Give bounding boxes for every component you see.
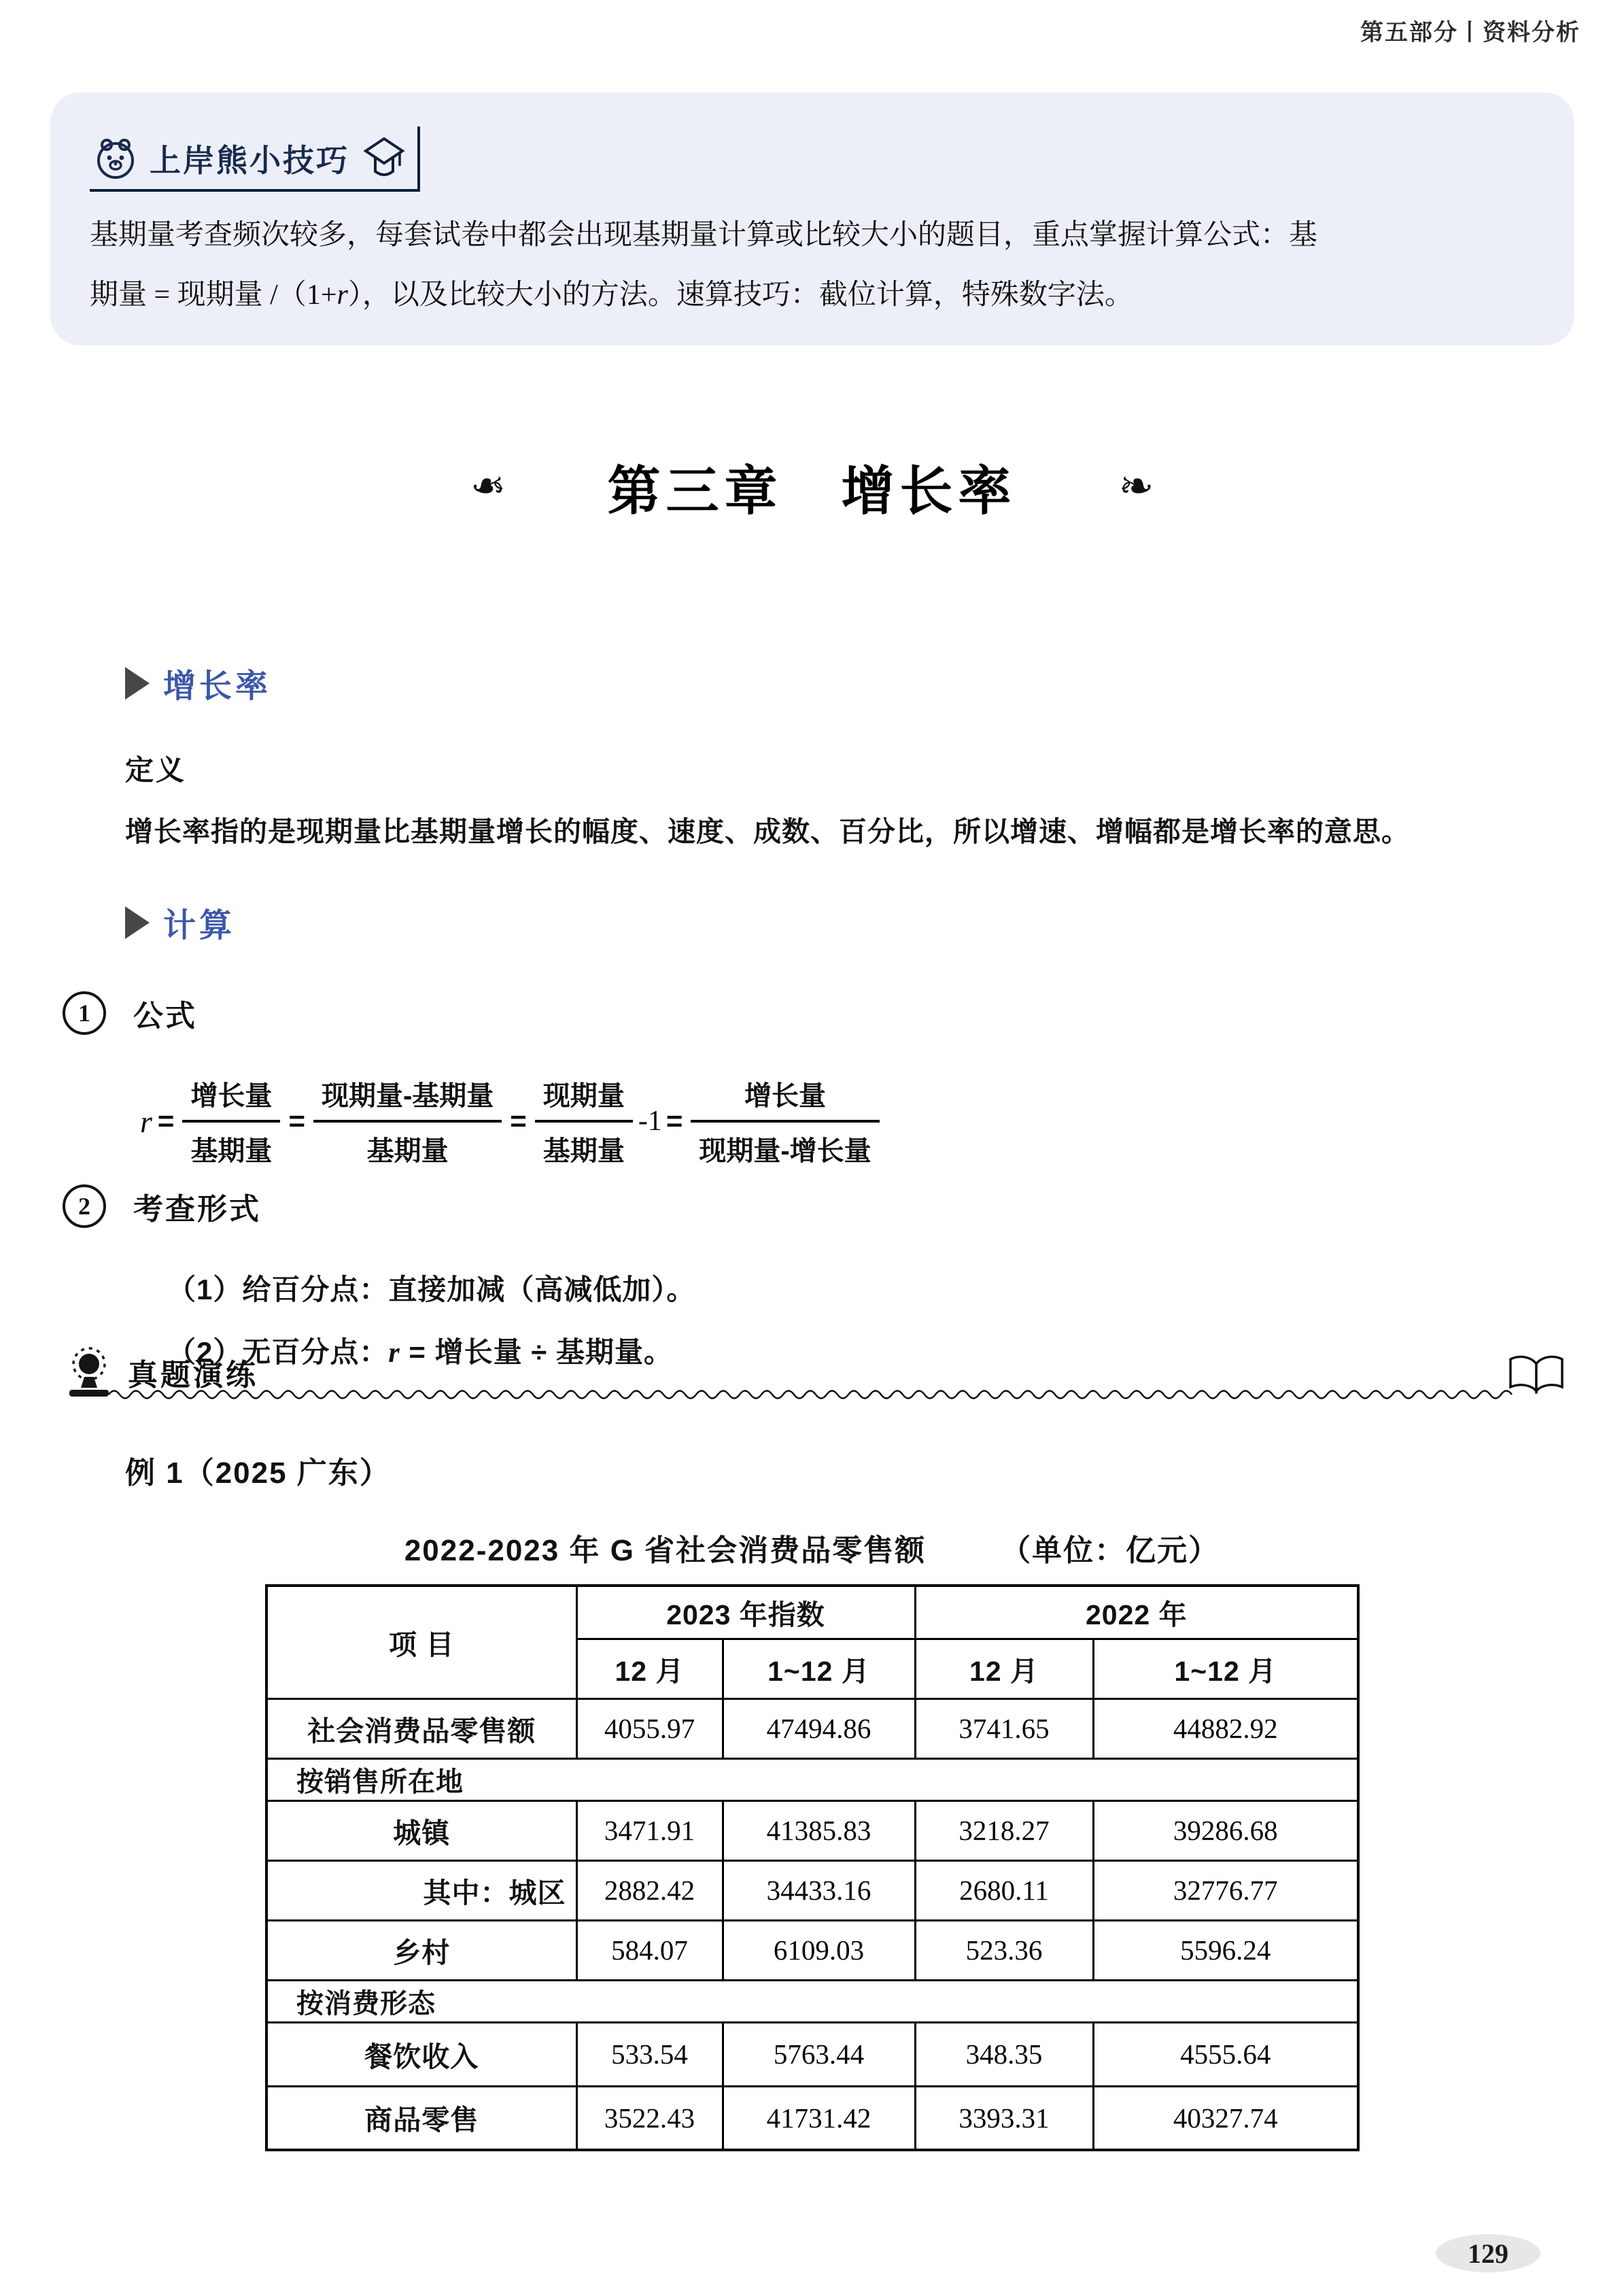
equals-sign: =: [157, 1105, 175, 1137]
table-subheader: 1~12 月: [723, 1639, 915, 1698]
cell-value: 348.35: [915, 2022, 1093, 2086]
section-calculation: [125, 899, 235, 946]
practice-label: 真题演练: [128, 1358, 258, 1392]
growth-rate-formula: [140, 1074, 884, 1168]
tip-box-tab: [90, 132, 420, 192]
cell-value: 4055.97: [576, 1698, 723, 1758]
item-formula: [63, 991, 197, 1035]
tip-box: [50, 92, 1574, 345]
cell-value: 5763.44: [723, 2022, 915, 2086]
fraction-denominator: 基期量: [366, 1136, 449, 1166]
practice-divider: [64, 1349, 1568, 1410]
section-label: 按销售所在地: [266, 1758, 1358, 1800]
table-row-urban: [266, 1800, 1358, 1860]
table-section-row: [266, 1980, 1358, 2022]
fraction-denominator: 现期量-增长量: [699, 1136, 871, 1166]
fraction-4: [691, 1074, 879, 1168]
fraction-numerator: 增长量: [182, 1074, 280, 1123]
chapter-title: 第三章 增长率: [607, 461, 1017, 521]
table-row-rural: [266, 1920, 1358, 1980]
fraction-denominator: 基期量: [190, 1136, 273, 1166]
cell-value: 533.54: [576, 2022, 723, 2086]
cell-value: 44882.92: [1093, 1698, 1358, 1758]
definition-label: 定义: [125, 754, 187, 786]
tip-line-2: 期量 = 现期量 /（1+r），以及比较大小的方法。速算技巧：截位计算，特殊数字法。: [90, 279, 1133, 311]
circled-number-1: 1: [63, 991, 106, 1035]
open-book-icon: [1505, 1353, 1568, 1394]
equals-sign: =: [288, 1105, 305, 1137]
fraction-2: [313, 1074, 502, 1168]
cell-value: 39286.68: [1093, 1800, 1358, 1860]
row-label: 城镇: [266, 1800, 576, 1860]
cell-value: 40327.74: [1093, 2086, 1358, 2150]
row-label: 其中：城区: [266, 1860, 576, 1920]
chapter-title-row: [0, 449, 1624, 525]
cell-value: 3218.27: [915, 1800, 1093, 1860]
lamp-icon: [64, 1346, 114, 1401]
tip-box-body: [90, 205, 1534, 325]
cell-value: 3741.65: [915, 1698, 1093, 1758]
cell-value: 2680.11: [915, 1860, 1093, 1920]
flourish-right-icon: ❧: [1118, 463, 1154, 510]
cell-value: 41731.42: [723, 2086, 915, 2150]
cell-value: 523.36: [915, 1920, 1093, 1980]
section-label: 按消费形态: [266, 1980, 1358, 2022]
page-number: 129: [1436, 2234, 1540, 2272]
bear-icon: [94, 137, 137, 180]
table-group-2022: 2022 年: [915, 1586, 1358, 1639]
graduation-cap-icon: [362, 135, 407, 182]
table-corner-cell: 项 目: [266, 1586, 576, 1698]
triangle-bullet-icon: [125, 667, 150, 700]
running-header: 第五部分丨资料分析: [1360, 20, 1580, 46]
cell-value: 47494.86: [723, 1698, 915, 1758]
section-growth-rate-label: 增长率: [163, 668, 272, 704]
fraction-numerator: 现期量: [535, 1074, 633, 1123]
cell-value: 34433.16: [723, 1860, 915, 1920]
cell-value: 3471.91: [576, 1800, 723, 1860]
cell-value: 2882.42: [576, 1860, 723, 1920]
table-subheader: 12 月: [576, 1639, 723, 1698]
table-section-row: [266, 1758, 1358, 1800]
cell-value: 5596.24: [1093, 1920, 1358, 1980]
equals-sign: =: [510, 1105, 527, 1137]
example-heading: 例 1（2025 广东）: [125, 1456, 391, 1490]
table-row-catering: [266, 2022, 1358, 2086]
fraction-3: [535, 1074, 633, 1168]
cell-value: 3393.31: [915, 2086, 1093, 2150]
item-exam-forms-label: 考查形式: [133, 1193, 261, 1226]
flourish-left-icon: ❧: [470, 463, 506, 510]
item-exam-forms: [63, 1184, 261, 1228]
table-title: 2022-2023 年 G 省社会消费品零售额: [404, 1534, 927, 1567]
tip-box-title: 上岸熊小技巧: [150, 143, 349, 178]
table-header-row-groups: [266, 1586, 1358, 1639]
fraction-numerator: 增长量: [691, 1074, 879, 1123]
table-row-total: [266, 1698, 1358, 1758]
definition-text: 增长率指的是现期量比基期量增长的幅度、速度、成数、百分比，所以增速、增幅都是增长率的意思。: [125, 816, 1410, 847]
exam-point-2: （2）无百分点：r = 增长量 ÷ 基期量。: [167, 1336, 673, 1369]
section-calculation-label: 计算: [163, 908, 236, 944]
circled-number-2: 2: [63, 1184, 106, 1228]
row-label: 乡村: [266, 1920, 576, 1980]
exam-point-1: （1）给百分点：直接加减（高减低加）。: [167, 1274, 696, 1305]
triangle-bullet-icon: [125, 906, 150, 939]
table-row-city: [266, 1860, 1358, 1920]
minus-one-term: -1: [638, 1106, 662, 1137]
table-title-row: [0, 1526, 1624, 1569]
row-label: 商品零售: [266, 2086, 576, 2150]
fraction-numerator: 现期量-基期量: [313, 1074, 502, 1123]
cell-value: 32776.77: [1093, 1860, 1358, 1920]
table-subheader: 1~12 月: [1093, 1639, 1358, 1698]
cell-value: 584.07: [576, 1920, 723, 1980]
retail-sales-table: [265, 1584, 1360, 2151]
table-subheader: 12 月: [915, 1639, 1093, 1698]
table-row-goods: [266, 2086, 1358, 2150]
item-formula-label: 公式: [133, 999, 197, 1033]
cell-value: 4555.64: [1093, 2022, 1358, 2086]
cell-value: 6109.03: [723, 1920, 915, 1980]
tip-line-1: 基期量考查频次较多，每套试卷中都会出现基期量计算或比较大小的题目，重点掌握计算公式：基: [90, 220, 1318, 251]
equals-sign: =: [666, 1105, 683, 1137]
table-group-2023: 2023 年指数: [576, 1586, 915, 1639]
wavy-divider: [109, 1388, 1513, 1399]
cell-value: 3522.43: [576, 2086, 723, 2150]
fraction-1: [182, 1074, 280, 1168]
row-label: 社会消费品零售额: [266, 1698, 576, 1758]
formula-variable-r: r: [140, 1104, 152, 1139]
section-growth-rate: [125, 660, 271, 706]
cell-value: 41385.83: [723, 1800, 915, 1860]
row-label: 餐饮收入: [266, 2022, 576, 2086]
fraction-denominator: 基期量: [542, 1136, 625, 1166]
table-unit: （单位：亿元）: [1001, 1534, 1220, 1567]
